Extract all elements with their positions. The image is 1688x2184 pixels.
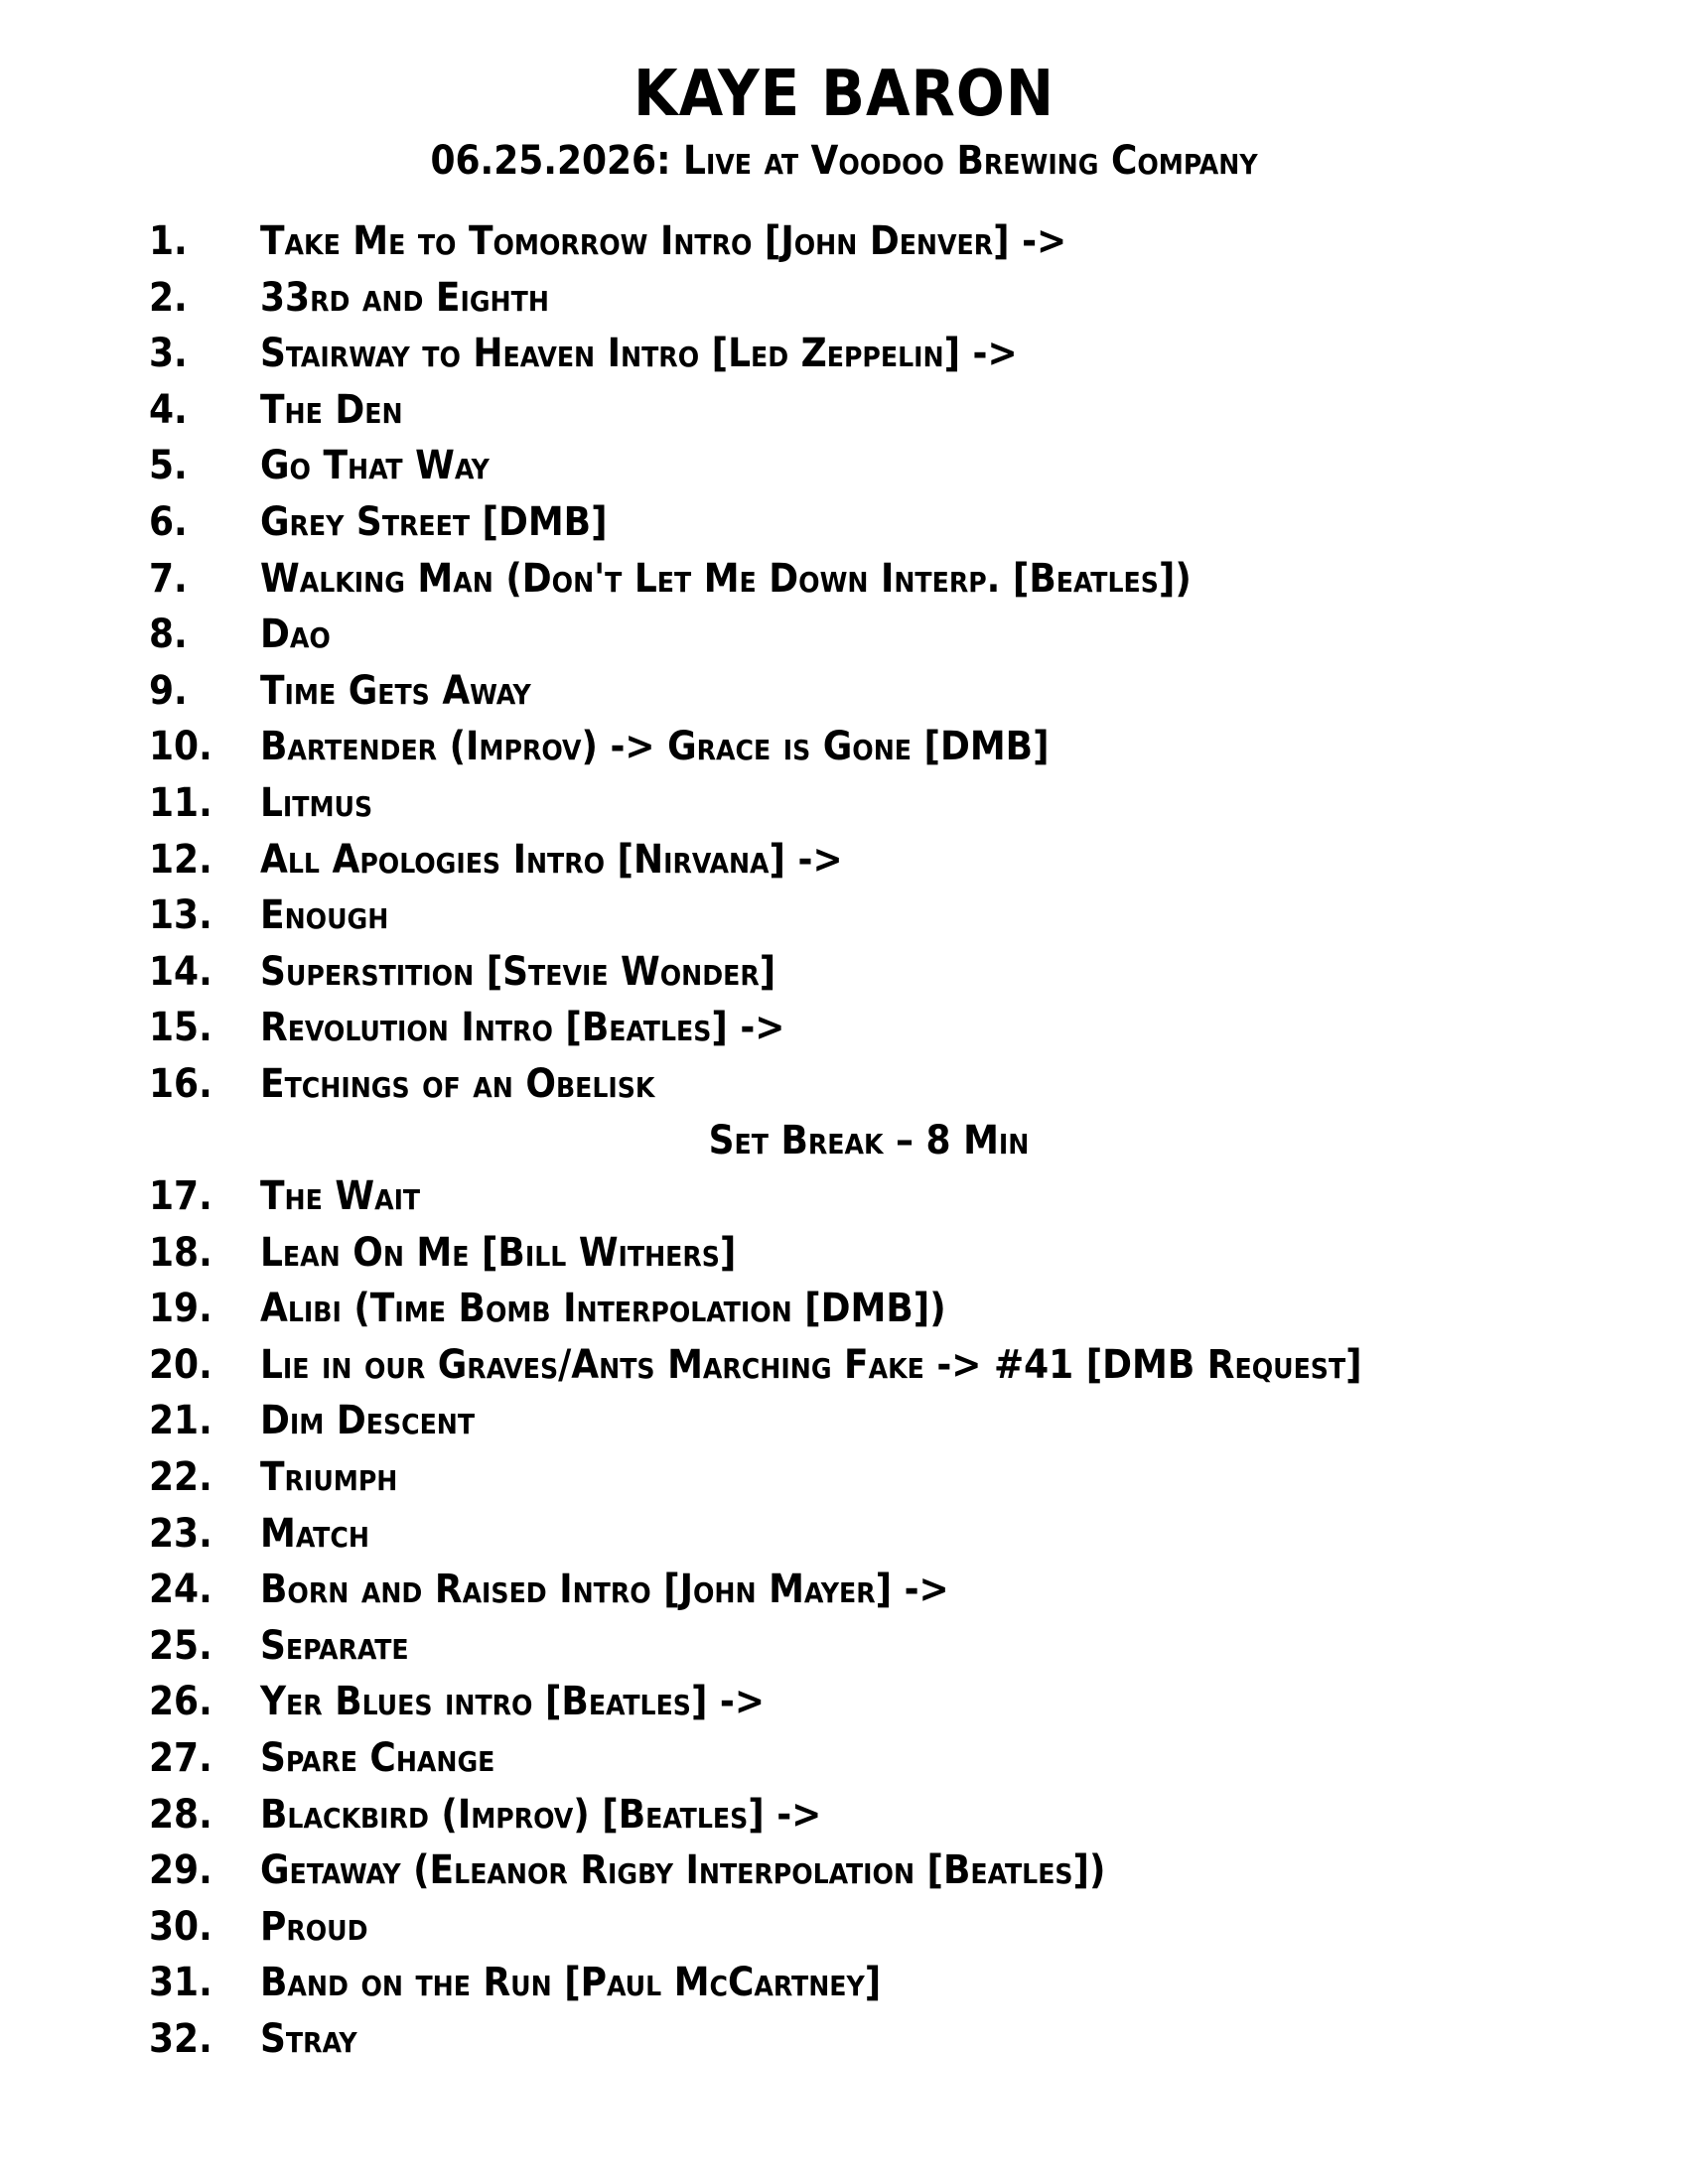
setlist-row bbox=[0, 1787, 1688, 1843]
track-number: 4. bbox=[149, 386, 188, 433]
setlist-row bbox=[0, 887, 1688, 944]
setlist-row bbox=[0, 1281, 1688, 1337]
setlist-row bbox=[0, 1843, 1688, 1899]
track-number: 5. bbox=[149, 443, 188, 489]
track-number: 6. bbox=[149, 498, 188, 545]
song-title: Proud bbox=[260, 1903, 368, 1950]
track-number: 24. bbox=[149, 1567, 212, 1613]
setlist-row bbox=[0, 1000, 1688, 1056]
setlist-row bbox=[0, 213, 1688, 270]
song-title: Go That Way bbox=[260, 443, 490, 489]
song-title: Alibi (Time Bomb Interpolation [DMB]) bbox=[260, 1286, 946, 1332]
track-number: 15. bbox=[149, 1005, 212, 1051]
song-title: Walking Man (Don't Let Me Down Interp. [Beatles]) bbox=[260, 555, 1192, 602]
track-number: 27. bbox=[149, 1735, 212, 1782]
setlist-row bbox=[0, 438, 1688, 494]
setlist-row bbox=[0, 1562, 1688, 1618]
track-number: 10. bbox=[149, 724, 212, 770]
song-title: Match bbox=[260, 1510, 369, 1557]
setlist-row bbox=[0, 607, 1688, 663]
setlist-row bbox=[0, 270, 1688, 327]
track-number: 30. bbox=[149, 1903, 212, 1950]
setlist-row bbox=[0, 1225, 1688, 1282]
song-title: Triumph bbox=[260, 1454, 398, 1501]
song-title: Stray bbox=[260, 2016, 357, 2062]
song-title: Dao bbox=[260, 612, 331, 658]
song-title: Take Me to Tomorrow Intro [John Denver] -> bbox=[260, 218, 1067, 264]
track-number: 21. bbox=[149, 1398, 212, 1444]
setlist-row bbox=[0, 944, 1688, 1001]
song-title: Spare Change bbox=[260, 1735, 495, 1782]
song-title: Yer Blues intro [Beatles] -> bbox=[260, 1679, 766, 1725]
track-number: 14. bbox=[149, 948, 212, 995]
setlist-row bbox=[0, 1674, 1688, 1730]
track-number: 8. bbox=[149, 612, 188, 658]
setlist-row bbox=[0, 1506, 1688, 1563]
track-number: 18. bbox=[149, 1229, 212, 1276]
set-two-list bbox=[0, 1168, 1688, 2068]
page-title: KAYE BARON bbox=[633, 58, 1055, 131]
setlist-row bbox=[0, 719, 1688, 775]
setlist-row bbox=[0, 382, 1688, 439]
setlist-row bbox=[0, 775, 1688, 832]
setlist-row bbox=[0, 1393, 1688, 1449]
song-title: 33rd and Eighth bbox=[260, 274, 549, 321]
setlist-row bbox=[0, 494, 1688, 551]
setlist-row bbox=[0, 1168, 1688, 1225]
song-title: Litmus bbox=[260, 779, 373, 826]
song-title: Lie in our Graves/Ants Marching Fake -> #41 [DMB Request] bbox=[260, 1341, 1362, 1388]
song-title: The Den bbox=[260, 386, 403, 433]
song-title: Stairway to Heaven Intro [Led Zeppelin] -> bbox=[260, 331, 1018, 377]
track-number: 3. bbox=[149, 331, 188, 377]
setlist-row bbox=[0, 1056, 1688, 1113]
track-number: 1. bbox=[149, 218, 188, 264]
setlist-row bbox=[0, 1899, 1688, 1956]
song-title: Time Gets Away bbox=[260, 667, 531, 714]
setlist-row bbox=[0, 1618, 1688, 1675]
setlist-row bbox=[0, 1730, 1688, 1787]
setlist-row bbox=[0, 663, 1688, 720]
song-title: Blackbird (Improv) [Beatles] -> bbox=[260, 1791, 822, 1838]
set-break-label: Set Break – 8 Min bbox=[708, 1117, 1030, 1163]
track-number: 7. bbox=[149, 555, 188, 602]
setlist-row bbox=[0, 551, 1688, 608]
track-number: 16. bbox=[149, 1060, 212, 1107]
song-title: Etchings of an Obelisk bbox=[260, 1060, 655, 1107]
track-number: 11. bbox=[149, 779, 212, 826]
setlist-row bbox=[0, 1337, 1688, 1394]
song-title: The Wait bbox=[260, 1173, 421, 1220]
track-number: 20. bbox=[149, 1341, 212, 1388]
setlist-row bbox=[0, 1955, 1688, 2011]
track-number: 9. bbox=[149, 667, 188, 714]
track-number: 19. bbox=[149, 1286, 212, 1332]
setlist-row bbox=[0, 326, 1688, 382]
song-title: All Apologies Intro [Nirvana] -> bbox=[260, 836, 843, 883]
track-number: 12. bbox=[149, 836, 212, 883]
track-number: 31. bbox=[149, 1960, 212, 2006]
song-title: Lean On Me [Bill Withers] bbox=[260, 1229, 737, 1276]
song-title: Born and Raised Intro [John Mayer] -> bbox=[260, 1567, 949, 1613]
track-number: 2. bbox=[149, 274, 188, 321]
track-number: 17. bbox=[149, 1173, 212, 1220]
song-title: Grey Street [DMB] bbox=[260, 498, 608, 545]
song-title: Superstition [Stevie Wonder] bbox=[260, 948, 776, 995]
song-title: Enough bbox=[260, 892, 389, 939]
setlist-row bbox=[0, 1449, 1688, 1506]
set-one-list bbox=[0, 213, 1688, 1113]
track-number: 26. bbox=[149, 1679, 212, 1725]
track-number: 28. bbox=[149, 1791, 212, 1838]
track-number: 32. bbox=[149, 2016, 212, 2062]
setlist-row bbox=[0, 2011, 1688, 2068]
track-number: 23. bbox=[149, 1510, 212, 1557]
song-title: Separate bbox=[260, 1622, 409, 1669]
song-title: Getaway (Eleanor Rigby Interpolation [Beatles]) bbox=[260, 1847, 1106, 1894]
track-number: 25. bbox=[149, 1622, 212, 1669]
song-title: Revolution Intro [Beatles] -> bbox=[260, 1005, 785, 1051]
setlist bbox=[0, 213, 1688, 2068]
song-title: Band on the Run [Paul McCartney] bbox=[260, 1960, 882, 2006]
page-subtitle: 06.25.2026: Live at Voodoo Brewing Company bbox=[430, 138, 1258, 184]
track-number: 29. bbox=[149, 1847, 212, 1894]
track-number: 13. bbox=[149, 892, 212, 939]
setlist-row bbox=[0, 832, 1688, 888]
song-title: Bartender (Improv) -> Grace is Gone [DMB] bbox=[260, 724, 1050, 770]
song-title: Dim Descent bbox=[260, 1398, 476, 1444]
track-number: 22. bbox=[149, 1454, 212, 1501]
